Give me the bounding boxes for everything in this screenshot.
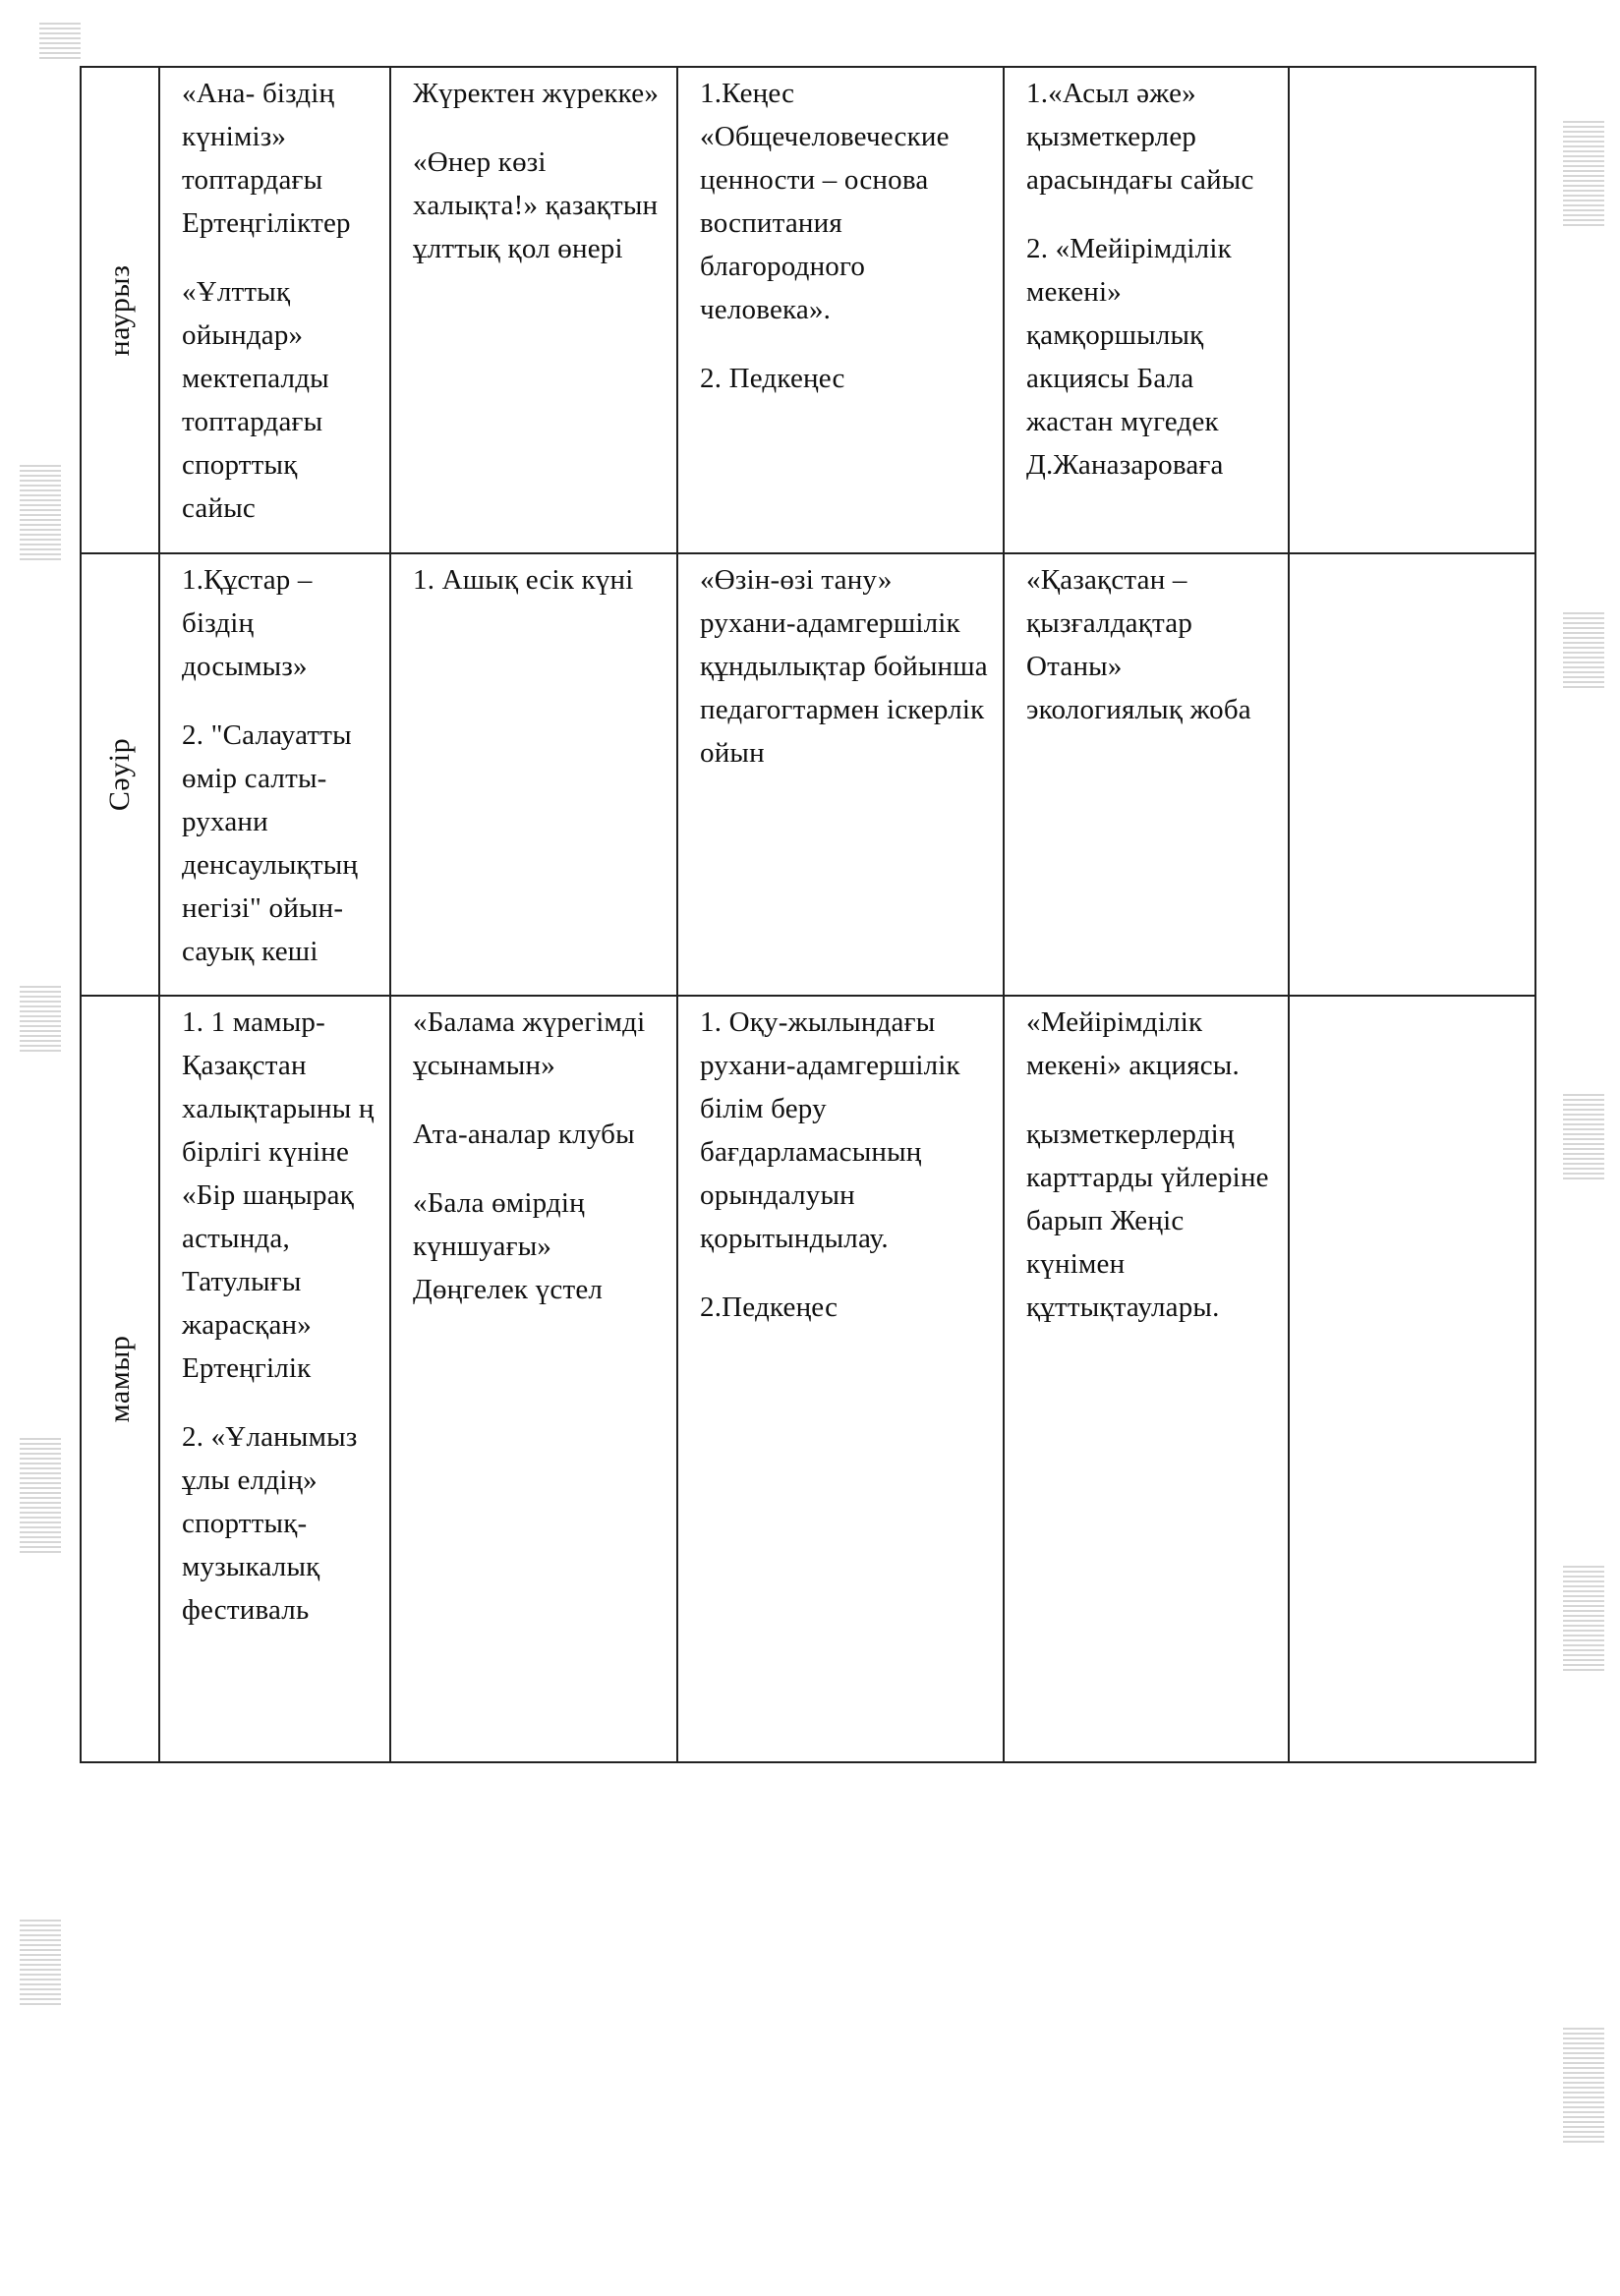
cell-text: 2. «Мейірімділік мекені» қамқоршылық акциясы Бала жастан мүгедек Д.Жаназароваға (1026, 233, 1232, 481)
cell-text: қызметкерлердің карттарды үйлеріне барып Жеңіс күнімен құттықтаулары. (1026, 1119, 1269, 1323)
children-events-cell (159, 996, 390, 1762)
cell-text: «Бала өмірдің күншуағы» Дөңгелек үстел (413, 1187, 604, 1305)
cell-text: 2. Педкеңес (700, 363, 845, 394)
cell-text: «Өнер көзі халықта!» қазақтын ұлттық қол өнері (413, 146, 659, 264)
teachers-events-cell (677, 996, 1004, 1762)
month-label: наурыз (103, 264, 136, 356)
scan-artifact (20, 1917, 61, 2005)
notes-cell (1289, 67, 1535, 553)
cell-text: «Балама жүрегімді ұсынамын» (413, 1006, 646, 1081)
cell-text: 2.Педкеңес (700, 1292, 839, 1323)
cell-text: 1.Құстар – біздің досымыз» (182, 564, 313, 682)
cell-text: 1. 1 мамыр- Қазақстан халықтарыны ң бірлігі күніне «Бір шаңырақ астында, Татулығы жарасқан» Ертеңгілік (182, 1006, 375, 1384)
cell-text: Ата-аналар клубы (413, 1119, 635, 1150)
month-cell (81, 553, 159, 996)
table-row-may (81, 996, 1535, 1762)
scan-artifact (20, 1435, 61, 1553)
cell-text: «Мейірімділік мекені» акциясы. (1026, 1006, 1240, 1081)
staff-events-cell (1004, 553, 1289, 996)
month-cell (81, 67, 159, 553)
notes-cell (1289, 996, 1535, 1762)
teachers-events-cell (677, 67, 1004, 553)
cell-text: «Ана- біздің күніміз» топтардағы Ертеңгіліктер (182, 78, 351, 239)
cell-text: 1.Кеңес «Общечеловеческие ценности – основа воспитания благородного человека». (700, 78, 950, 325)
scan-artifact (20, 983, 61, 1052)
staff-events-cell (1004, 67, 1289, 553)
event-plan-table (80, 66, 1536, 1763)
notes-cell (1289, 553, 1535, 996)
cell-text: Жүректен жүрекке» (413, 78, 660, 109)
parents-events-cell (390, 996, 677, 1762)
teachers-events-cell (677, 553, 1004, 996)
table-row-march (81, 67, 1535, 553)
month-label: Сәуір (103, 737, 136, 812)
table-row-april (81, 553, 1535, 996)
children-events-cell (159, 67, 390, 553)
cell-text: 1. Ашық есік күні (413, 564, 634, 596)
scan-artifact (1563, 609, 1604, 688)
month-cell (81, 996, 159, 1762)
scan-artifact (20, 462, 61, 560)
cell-text: 2. "Салауатты өмір салты- рухани денсаулықтың негізі" ойын-сауық кеші (182, 719, 359, 967)
cell-text: «Қазақстан – қызғалдақтар Отаны» экологиялық жоба (1026, 564, 1251, 725)
cell-text: «Ұлттық ойындар» мектепалды топтардағы спорттық сайыс (182, 276, 329, 524)
cell-text: 1. Оқу-жылындағы рухани-адамгершілік білім беру бағдарламасының орындалуын қорытындылау. (700, 1006, 960, 1254)
scan-artifact (1563, 1091, 1604, 1179)
staff-events-cell (1004, 996, 1289, 1762)
parents-events-cell (390, 553, 677, 996)
scan-artifact (39, 20, 81, 59)
scan-artifact (1563, 1563, 1604, 1671)
cell-text: 2. «Ұланымыз ұлы елдің» спорттық-музыкалық фестиваль (182, 1421, 358, 1626)
cell-text: «Өзін-өзі тану» рухани-адамгершілік құндылықтар бойынша педагогтармен іскерлік ойын (700, 564, 988, 769)
cell-text: 1.«Асыл әже» қызметкерлер арасындағы сайыс (1026, 78, 1254, 196)
scan-artifact (1563, 2025, 1604, 2143)
parents-events-cell (390, 67, 677, 553)
scan-artifact (1563, 118, 1604, 226)
month-label: мамыр (103, 1335, 136, 1423)
children-events-cell (159, 553, 390, 996)
